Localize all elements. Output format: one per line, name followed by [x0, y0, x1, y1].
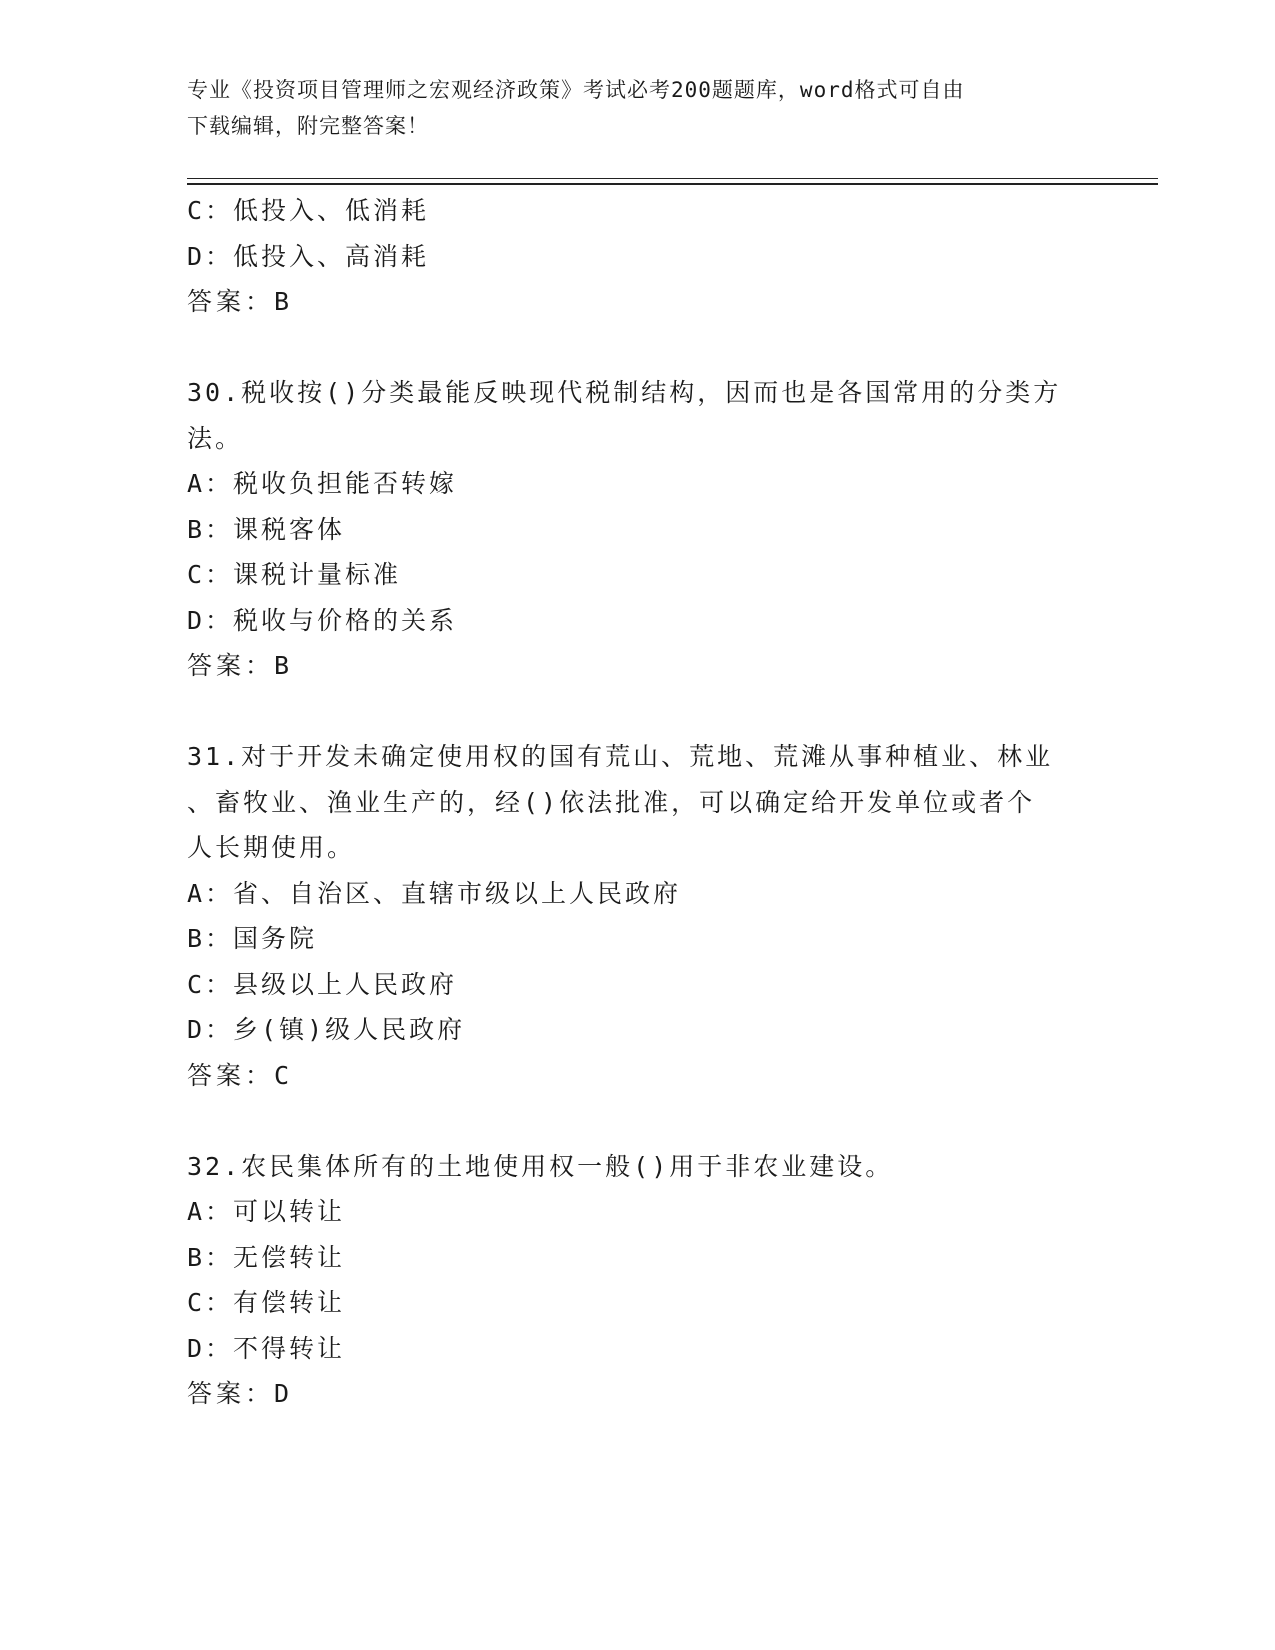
- option-c: C：课税计量标准: [187, 560, 402, 589]
- option-d: D：低投入、高消耗: [187, 241, 430, 271]
- option-b: B：无偿转让: [187, 1242, 346, 1272]
- option-b: B：课税客体: [187, 514, 346, 544]
- spacer: [187, 1098, 1087, 1144]
- option-b: B：国务院: [187, 924, 318, 953]
- question-text: 30.税收按()分类最能反映现代税制结构，因而也是各国常用的分类方: [187, 378, 1062, 407]
- option-d: D：乡(镇)级人民政府: [187, 1015, 466, 1044]
- spacer: [187, 325, 1087, 371]
- option-a: A：可以转让: [187, 1197, 346, 1226]
- question-text: 法。: [187, 423, 244, 453]
- answer-line: 答案：C: [187, 1060, 294, 1090]
- question-30: [187, 370, 1087, 689]
- option-d: D：税收与价格的关系: [187, 605, 458, 635]
- question-text: 人长期使用。: [187, 833, 356, 862]
- answer-line: 答案：B: [187, 651, 294, 680]
- spacer: [187, 689, 1087, 735]
- question-text: 31.对于开发未确定使用权的国有荒山、荒地、荒滩从事种植业、林业: [187, 742, 1054, 771]
- document-header: [187, 72, 1087, 144]
- question-32: [187, 1144, 1087, 1417]
- option-a: A：税收负担能否转嫁: [187, 469, 458, 498]
- answer-line: 答案：B: [187, 287, 294, 316]
- question-list: [187, 188, 1087, 1417]
- question-text: 、畜牧业、渔业生产的，经()依法批准，可以确定给开发单位或者个: [187, 787, 1036, 817]
- option-c: C：县级以上人民政府: [187, 969, 458, 999]
- header-divider-thin: [187, 178, 1158, 179]
- header-line-2: 下载编辑，附完整答案！: [187, 114, 429, 138]
- header-divider-thick: [187, 183, 1158, 185]
- option-c: C：低投入、低消耗: [187, 196, 430, 225]
- option-a: A：省、自治区、直辖市级以上人民政府: [187, 878, 682, 908]
- question-31: [187, 734, 1087, 1098]
- option-d: D：不得转让: [187, 1333, 346, 1363]
- option-c: C：有偿转让: [187, 1288, 346, 1317]
- carryover-block: [187, 188, 1087, 325]
- answer-line: 答案：D: [187, 1379, 294, 1408]
- header-line-1: 专业《投资项目管理师之宏观经济政策》考试必考200题题库，word格式可自由: [187, 78, 965, 102]
- question-text: 32.农民集体所有的土地使用权一般()用于非农业建设。: [187, 1151, 894, 1181]
